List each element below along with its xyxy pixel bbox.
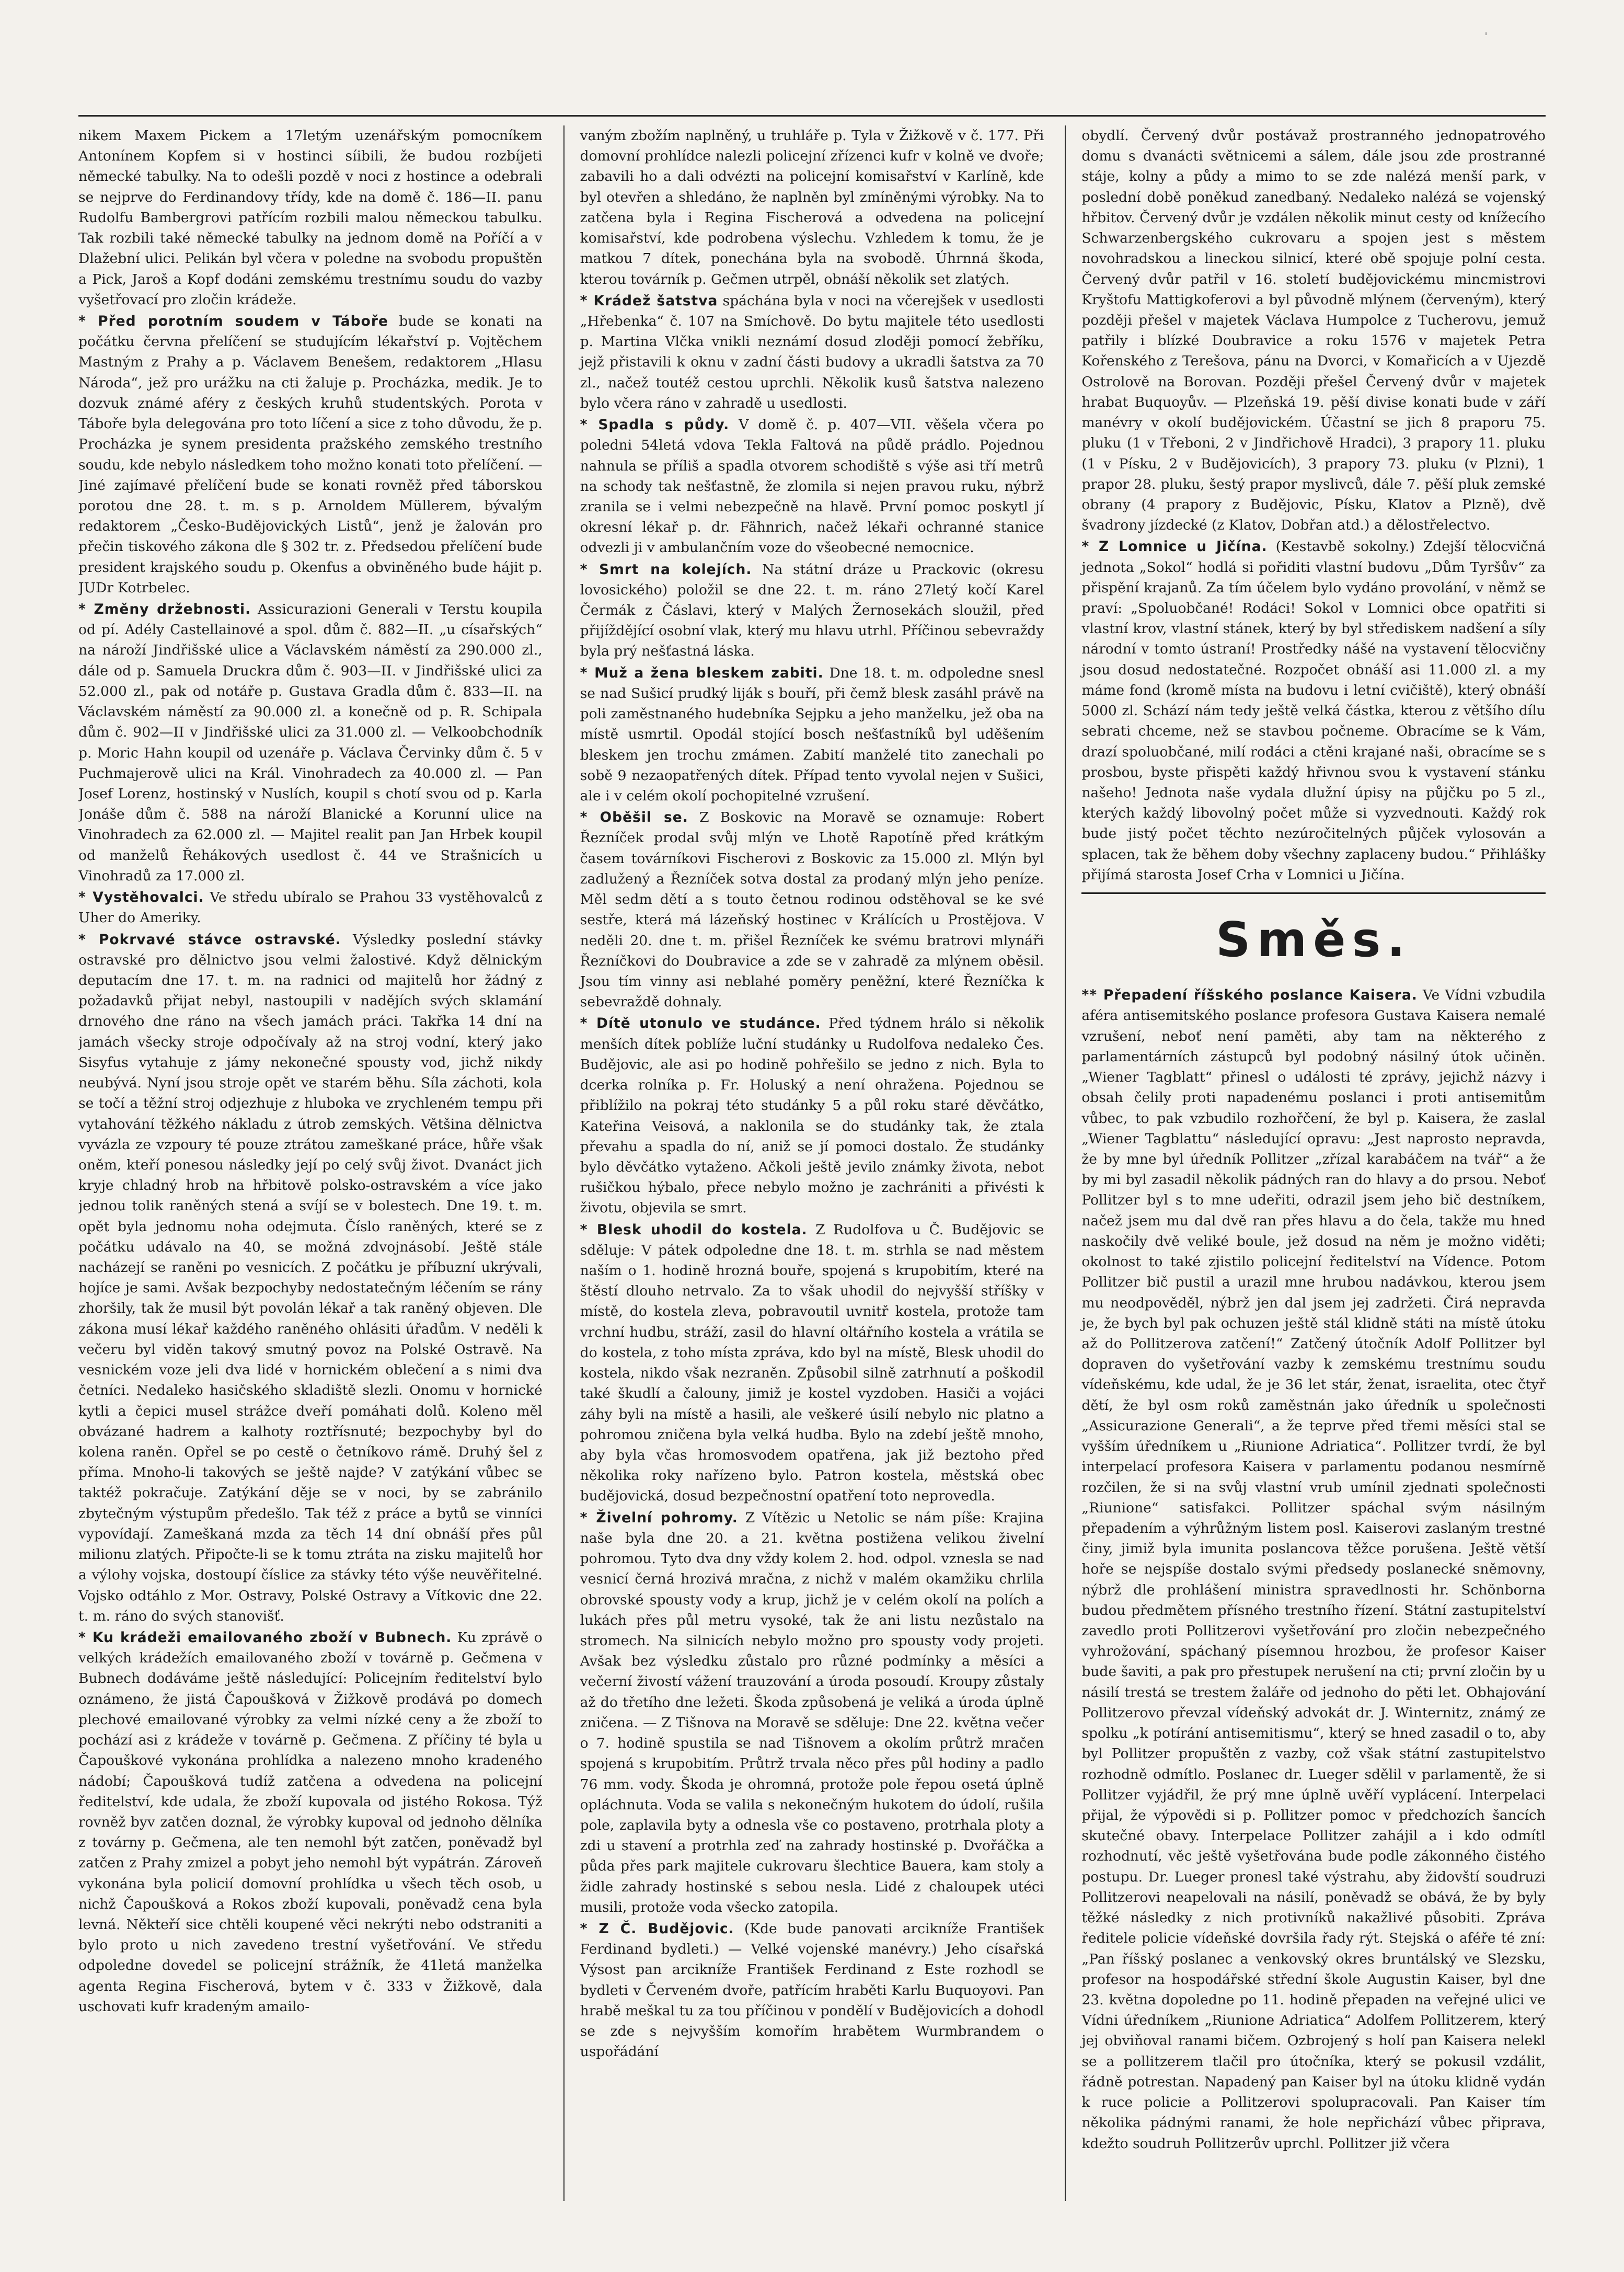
article-heading: * Muž a žena bleskem zabiti. — [580, 664, 824, 681]
article-paragraph — [580, 1508, 1044, 1918]
article-paragraph — [580, 1013, 1044, 1218]
article-text: nikem Maxem Pickem a 17letým uzenářským pomocníkem Antonínem Kopfem si v hostinci síibili, že budou rozbíjeti německé tabulky. Na to odešli pozdě v noci z hostince a odebrali se nejprve do Ferdinandovy třídy, kde na domě č. 186—II. panu Rudolfu Bambergrovi patřícím rozbili malou německou tabulku. Tak rozbili také německé tabulky na jednom domě na Poříčí a v Dlažební ulici. Pelikán byl včera v poledne na svobodu propuštěn a Pick, Jaroš a Kopf dodáni zemskému trestnímu soudu do vazby vyšetřovací pro zločin krádeže. — [78, 128, 543, 308]
article-text: Dne 18. t. m. odpoledne snesl se nad Sušicí prudký liják s bouří, při čemž blesk zasáhl právě na poli zaměstnaného hudebníka Sejpku a jeho manželku, jež oba na místě usmrtil. Opodál stojící bosch nešťastníků byl uděšením bleskem jen trochu zmámen. Zabití manželé tito zanechali po sobě 9 nezaopatřených dítek. Případ tento vyvolal nejen v Sušici, ale i v celém okolí pochopitelné vzrušení. — [580, 664, 1044, 804]
article-paragraph — [580, 807, 1044, 1012]
article-text: Z Boskovic na Moravě se oznamuje: Robert Řezníček prodal svůj mlýn ve Lhotě Rapotíně před krátkým časem továrníkovi Fischerovi z Boskovic za 15.000 zl. Mlýn byl zadlužený a Řezníček sotva dostal za prodaný mlýn jeho peníze. Měl sedm dětí a s touto četnou rodinou odstěhoval se ke své sestře, která má lázeňský hostinec v Králících u Prostějova. V neděli 20. dne t. m. přišel Řezníček ke svému bratrovi mlynáři Řezníčkovi do Doubravice a zde se v zahradě za mlýnem oběsil. Jsou tím vinny asi neblahé poměry peněžní, které Řezníčka k sebevraždě dohnaly. — [580, 809, 1044, 1011]
article-text: Ve Vídni vzbudila aféra antisemitského poslance profesora Gustava Kaisera nemalé vzrušení, neboť není paměti, aby tam na některého z parlamentárních zástupců byl podobný násilný útok učiněn. „Wiener Tagblatt“ přinesl o události té zprávy, jejichž názvy i obsah čelily proti napadenému poslanci i proti antisemitům vůbec, to pak vzbudilo rozhořčení, že byl p. Kaisera, že zaslal „Wiener Tagblattu“ následující opravu: „Jest naprosto nepravda, že by mne byl úředník Pollitzer „zřízal karabáčem na tvář“ a že by mi byl zasadil několik pádných ran do hlavy a do prsou. Neboť Pollitzer byl s to mne udeřiti, odrazil jsem jeho bič destníkem, načež jsem mu dal dvě ran přes hlavu a do čela, takže mu hned naskočily dvě veliké boule, jež dosud na něm je možno viděti; okolnost to také zjistilo policejní ředitelství na Vídence. Potom Pollitzer bič pustil a urazil mne hrubou nadávkou, kterou jsem mu neodpověděl, nýbrž jen dal jsem jej zadržeti. Čirá nepravda je, že bych byl pak ochuzen ještě stál klidně státi na místě útoku až do Pollitzerova zatčení!“ Zatčený útočník Adolf Pollitzer byl dopraven do vyšetřování vazby k zemskému trestnímu soudu vídeňskému, kde udal, že je 36 let stár, ženat, israelita, otec čtyř dětí, že byl osm roků zaměstnán jako úředník u společnosti „Assicurazione Generali“, a že teprve před třemi měsíci stal se vyšším úředníkem u „Riunione Adriatica“. Pollitzer tvrdí, že byl interpelací profesora Kaisera v parlamentu podanou nesmírně rozčilen, že si na svůj vlastní vrub umínil zjednati společnosti „Riunione“ satisfakci. Pollitzer spáchal svým násilným přepadením a výhrůžným listem posl. Kaiserovi zaslaným trestné činy, jimiž byla imunita poslancova těžce porušena. Ještě větší hoře se nejspíše dostalo svými předsedy poslanecké sněmovny, nýbrž dle prohlášení ministra spravedlnosti hr. Schönborna budou předmětem přísného trestního řízení. Státní zastupitelství zavedlo proti Pollitzerovi vyšetřování pro zločin nebezpečného vyhrožování, spáchaný písemnou hrozbou, že profesor Kaiser bude šaviti, a pak pro přestupek nerušení na cti; první zločin by u násilí trestá se trestem žaláře od jednoho do pěti let. Obhajování Pollitzerovo převzal vídeňský advokát dr. J. Winternitz, známý ze spolku „k potírání antisemitismu“, který se hned zasadil o to, aby byl Pollitzer propuštěn z vazby, což však státní zastupitelstvo rozhodně odmítlo. Poslanec dr. Lueger sdělil v parlamentě, že si Pollitzer vyjádřil, že prý mne úplně uvěří vyplácení. Interpelaci přijal, že výpovědi si p. Pollitzer pomoc v předchozích šancích skutečné obavy. Interpelace Pollitzer zahájil a i kdo odmítl rozhodnutí, věc ještě vyšetřována bude podle zákonného čistého postupu. Dr. Lueger pronesl také výstrahu, aby židovští soudruzi Pollitzerovi neapelovali na násilí, poněvadž se obává, že by byly těžké následky z nich protivníků nakažlivé působiti. Zpráva ředitele policie vídeňské dovršila řady rýt. Stejská o aféře té zní: „Pan říšský poslanec a venkovský okres bruntálský ve Slezsku, profesor na hospodářské střední škole Augustin Kaiser, byl dne 23. května dopoledne po 11. hodině přepaden na veřejné ulici ve Vídni úředníkem „Riunione Adriatica“ Adolfem Pollitzerem, který jej obviňoval ranami bičem. Ozbrojený s holí pan Kaisera nelekl se a pollitzerem tlačil pro útočníka, který se pokusil vzdálit, řádně potrestan. Napadený pan Kaiser byl na útoku klidně vydán k ruce policie a Pollitzerovi spolupracovali. Pan Kaiser tím několika pádnými ranami, že hole nepřichází vůbec připrava, kdežto soudruh Pollitzerův uprchl. Pollitzer již včera — [1081, 987, 1546, 2152]
article-heading: * Krádež šatstva — [580, 292, 718, 309]
article-text: Ve středu ubíralo se Prahou 33 vystěhovalců z Uher do Ameriky. — [78, 889, 543, 926]
article-text: vaným zbožím naplněný, u truhláře p. Tyla v Žižkově v č. 177. Při domovní prohlídce nalezli policejní zřízenci kufr v kolně ve dvoře; zabavili ho a dali odvézti na policejní komisařství v Karlíně, kde byl otevřen a shledáno, že naplněn byl zmíněnými výrobky. Na to zatčena byla i Regina Fischerová a odvedena na policejní komisařství, kde podrobena výslechu. Vzhledem k tomu, že je matkou 7 dítek, ponechána byla na svobodě. Úhrnná škoda, kterou továrník p. Gečmen utrpěl, obnáší několik set zlatých. — [580, 128, 1044, 288]
article-paragraph — [580, 415, 1044, 558]
article-text: V domě č. p. 407—VII. věšela včera po poledni 54letá vdova Tekla Faltová na půdě prádlo. Pojednou nahnula se příliš a spadla otvorem schodiště s výše asi tří metrů na schody tak nešťastně, že zlomila si nejen pravou ruku, nýbrž zranila se i velmi nebezpečně na hlavě. První pomoc poskytl jí okresní lékař p. dr. Fähnrich, načež lékaři ochranné stanice odvezli ji v ambulančním voze do všeobecné nemocnice. — [580, 417, 1044, 556]
column-2 — [563, 125, 1044, 2201]
article-text: bude se konati na počátku června přelíčení se studujícím lékařství p. Vojtěchem Mastným z Prahy a p. Václavem Benešem, redaktorem „Hlasu Národa“, jež pro urážku na cti žaluje p. Procházka, medik. Je to dozvuk známé aféry z českých kruhů studentských. Porota v Táboře byla delegována pro toto líčení a sice z toho důvodu, že p. Procházka je synem presidenta pražského zemského trestního soudu, kde nebylo následkem toho možno konati toto přelíčení. — Jiné zajímavé přelíčení bude se konati rovněž před táborskou porotou dne 28. t. m. s p. Arnoldem Müllerem, bývalým redaktorem „Česko-Budějovických Listů“, jenž je žalován pro přečin tiskového zákona dle § 302 tr. z. Předsedou přelíčení bude president krajského soudu p. Okenfus a obviněného bude hájit p. JUDr Kotrbelec. — [78, 313, 543, 596]
article-paragraph — [1081, 985, 1546, 2153]
article-heading: * Spadla s půdy. — [580, 417, 730, 433]
article-heading: * Blesk uhodil do kostela. — [580, 1221, 808, 1238]
article-heading: * Dítě utonulo ve studánce. — [580, 1015, 821, 1032]
article-paragraph — [78, 1627, 543, 2017]
article-heading: * Pokrvavé stávce ostravské. — [78, 931, 341, 948]
article-text: Ku zprávě o velkých krádežích emailovaného zboží v továrně p. Gečmena v Bubnech dodáváme ještě následující: Policejním ředitelství bylo oznámeno, že jistá Čapoušková v Žižkově prodává po domech plechové emailované výrobky za velmi nízké ceny a že zboží to pochází asi z krádeže v továrně p. Gečmena. Z příčiny té byla u Čapouškové vykonána prohlídka a nalezeno mnoho kradeného nádobí; Čapoušková tudíž zatčena a odvedena na policejní ředitelství, kde udala, že zboží kupovala od jistého Rokosa. Týž rovněž byv zatčen doznal, že výrobky kupoval od jednoho dělníka z továrny p. Gečmena, ale ten nemohl být zatčen, poněvadž byl zatčen z Prahy zmizel a pobyt jeho nemohl být vypátrán. Zároveň vykonána byla policií domovní prohlídka u všech těch osob, u nichž Čapoušková a Rokos zboží kupovali, poněvadž cena byla levná. Někteří sice chtěli koupené věci nekrýti nebo odstraniti a bylo proto u nich zavedeno trestní vyšetřování. Ve středu odpoledne dovedel se policejní strážník, že 41letá manželka agenta Regina Fischerová, bytem v č. 333 v Žižkově, dala uschovati kufr kradeným amailo- — [78, 1629, 543, 2015]
article-paragraph — [78, 887, 543, 928]
article-heading: * Před porotním soudem v Táboře — [78, 313, 388, 329]
article-heading: * Živelní pohromy. — [580, 1509, 738, 1526]
article-heading: ** Přepadení říšského poslance Kaisera. — [1081, 987, 1418, 1004]
column-1 — [78, 125, 543, 2201]
article-text: Výsledky poslední stávky ostravské pro dělnictvo jsou velmi žalostivé. Když dělnickým deputacím dne 17. t. m. na radnici od majitelů hor žádný z požadavků přijat nebyl, nastoupili v nadějích svých sklamání drnového dne ráno na všech jamách práci. Takřka 14 dní na jamách všecky stroje odpočívaly až na stroj vodní, který jako Sisyfus vytahuje z jámy nekonečné spousty vod, jichž nikdy neubývá. Nyní jsou stroje opět ve starém běhu. Síla záchoti, kola se točí a těžní stroj odjezhuje z hlubokа ve zrychleném tempu při vytahování těžkého nákladu z útrob zemských. Většina dělnictva vyvázla ze vzpoury té pouze ztrátou zameškané práce, hůře však oněm, kteří ponesou následky její po celý svůj život. Dvanáct jich kryje chladný hrob na hřbitově polsko-ostravském a více jako jednou tolik raněných stená a svíjí se v bolestech. Dne 19. t. m. opět byla jednomu noha odejmuta. Číslo raněných, které se z počátku udávalo na 40, se možná zdvojnásobí. Ještě stále nacházejí se raněni po vesnicích. Z počátku je příbuzní ukrývali, hojíce je sami. Avšak bezpochyby nedostatečným léčením se rány zhoršily, tak že musil být povolán lékař a tak raněný objeven. Dle zákona musí lékař každého raněného ohlásiti úřadům. V neděli k večeru byl viděn takový smutný povoz na Polské Ostravě. Na vesnickém voze jeli dva lidé v hornickém oblečení a s nimi dva četníci. Nedaleko hasičského skladiště slezli. Onomu v hornické kytli a čepici musel strážce dveří pomáhati dolů. Koleno měl obvázané hadrem a kalhoty roztřísnuté; bezpochyby byl do kolena raněn. Opřel se po cestě o četníkovo rámě. Druhý šel z příma. Mnoho-li takových se ještě najde? V zatýkání vůbec se taktéž pokračuje. Zatýkání děje se v noci, by se zabránilo zbytečným výstupům předešlo. Tak též z práce a bytů se vinníci vypovídají. Zameškaná mzda za těch 14 dní obnáší přes půl milionu zlatých. Připočte-li se k tomu ztráta na zisku majitelů hor a výlohy vojska, dostoupí číslice za stávky této výše neuvěřitelné. Vojsko odtáhlo z Mor. Ostravy, Polské Ostravy a Vítkovic dne 22. t. m. ráno do svých stanovišť. — [78, 931, 543, 1624]
article-heading: * Z Lomnice u Jičína. — [1081, 538, 1268, 555]
article-text: obydlí. Červený dvůr postávaž prostranného jednopatrového domu s dvanácti světnicemi a sálem, dále jsou zde prostranné stáje, kolny a půdy a mimo to se zde nalézá menší park, v poslední době poněkud zanedbaný. Nedaleko nalézá se vojenský hřbitov. Červený dvůr je vzdálen několik minut cesty od knížecího Schwarzenbergského cukrovaru a spojen jest s městem novohradskou a lineckou silnicí, které obě spojuje polní cesta. Červený dvůr patřil v 16. století budějovickému mincmistrovi Kryštofu Mattigkoferovi a byl původně mlýnem (červeným), který později přešel v majetek Václava Humpolce z Tucherovu, jemuž patřily i blízké Doubravice a roku 1576 v majetek Petra Kořenského z Terešova, pánu na Dvorci, v Komařicích a v Ujezdě Ostrolově na Borovan. Později přešel Červený dvůr v majetek hrabat Buquoyův. — Plzeňská 19. pěší divise konati bude v září manévry v okolí budějovickém. Účastní se jich 8 praporu 75. pluku (1 v Třeboni, 2 v Jindřichově Hradci), 3 prapory 11. pluku (1 v Písku, 2 v Budějovicích), 3 prapory 73. pluku (v Plzni), 1 prapor 28. pluku, šestý prapor myslivců, dále 7. pěší pluk zemské obrany (4 prapory z Budějovic, Písku, Klatov a Plzně), dvě švadrony jízdecké (z Klatov, Dobřan atd.) a dělostřelectvo. — [1081, 128, 1546, 534]
article-paragraph — [580, 1220, 1044, 1507]
column-3 — [1065, 125, 1546, 2201]
article-paragraph — [78, 311, 543, 598]
article-text: Assicurazioni Generali v Terstu koupila od pí. Adély Castellainové a spol. dům č. 882—II. „u císařských“ na nároží Jindřišské ulice a Václavském náměstí za 290.000 zl., dále od p. Samuela Druckra dům č. 903—II. v Jindřišské ulici za 52.000 zl., pak od notáře p. Gustava Gradla dům č. 833—II. na Václavském náměstí za 90.000 zl. a konečně od p. R. Schipala dům č. 902—II v Jindřišské ulici za 31.000 zl. — Velkoobchodník p. Moric Hahn koupil od uzenáře p. Václava Červinky dům č. 5 v Puchmajerově ulici na Král. Vinohradech za 40.000 zl. — Pan Josef Lorenz, hostinský v Nuslích, koupil s chotí svou od p. Karla Jonáše dům č. 588 na nároží Blanické a Korunní ulice na Vinohradech za 62.000 zl. — Majitel realit pan Jan Hrbek koupil od manželů Řehákových usedlost č. 44 ve Strašnicích u Vinohradů za 17.000 zl. — [78, 601, 543, 884]
article-text: Před týdnem hrálo si několik menších dítek poblíže luční studánky u Rudolfova nedaleko Čes. Budějovic, ale asi po hodině pohřešilo se jedno z nich. Byla to dcerka rolníka p. Fr. Holuský a není ohražena. Pojednou se přiblížilo na pokraj této studánky 5 a půl roku staré děvčátko, Kateřina Veisová, a naklonila se do studánky tak, že ztala převahu a spadla do ní, aniž se jí pomoci dostalo. Že studánky bylo děvčátko vytaženo. Ačkoli ještě jevilo známky života, nebot rušičkou hýbalo, přece nebylo možno je zachrániti a přivésti k životu, objevila se smrt. — [580, 1015, 1044, 1217]
article-paragraph — [1081, 536, 1546, 885]
article-heading: * Vystěhovalci. — [78, 889, 204, 906]
article-heading: * Ku krádeži emailovaného zboží v Bubnech. — [78, 1629, 452, 1646]
article-paragraph — [78, 930, 543, 1626]
section-rule — [1081, 892, 1546, 894]
article-paragraph — [580, 125, 1044, 290]
columns-container — [78, 125, 1546, 2201]
top-rule — [78, 115, 1546, 117]
article-heading: * Z Č. Budějovic. — [580, 1921, 734, 1937]
article-text: (Kde bude panovati arcikníže František Ferdinand bydleti.) — Velké vojenské manévry.) Jeho císařská Výsost pan arcikníže František Ferdinand z Este rozhodl se bydleti v Červeném dvoře, patřícím hraběti Karlu Buquoyovi. Pan hrabě meškal tu za tou příčinou v pondělí v Budějovicích a dohodl se zde s nejvyšším komořím hrabětem Wurmbrandem o uspořádání — [580, 1921, 1044, 2060]
article-paragraph — [580, 559, 1044, 662]
article-paragraph — [580, 1919, 1044, 2062]
article-paragraph — [580, 663, 1044, 807]
article-text: Z Rudolfova u Č. Budějovic se sděluje: V pátek odpoledne dne 18. t. m. strhla se nad městem naším o 1. hodině hrozná bouře, spojená s krupobitím, které na štěstí dlouho netrvalo. Za to však uhodil do nejvyšší stříšky v místě, do kostela zleva, pobravoutil uvnitř kostela, protože tam vrchní hudbu, stráží, zasil do hlavní oltářního kostela a vrátila se do kostela, z toho místa zpráva, kdo byl na místě, Blesk uhodil do kostela, nikdo však nezraněn. Způsobil silně zatrhnutí a poškodil také škudlí a čalouny, jimiž je kostel vyzdoben. Hasiči a vojáci záhy byli na místě a hasili, ale veškeré úsilí nebylo nic platno a pohromou zničena byla velká hudba. Bylo na zdebí ještě mnoho, aby byla včas hromosvodem opatřena, jak již beztoho před několika roky nařízeno bylo. Patron kostela, městská obec budějovická, dosud bezpečnostní opatření toto neprovedla. — [580, 1221, 1044, 1505]
article-paragraph — [1081, 125, 1546, 535]
article-paragraph — [78, 125, 543, 310]
article-heading: * Smrt na kolejích. — [580, 561, 752, 578]
article-text: Z Vítězic u Netolic se nám píše: Krajina naše byla dne 20. a 21. května postižena velikou živelní pohromou. Tyto dva dny vždy kolem 2. hod. odpol. vznesla se nad vesnicí černá hrozivá mračna, z nichž v malém okamžiku chrlila obrovské spousty vody a krup, jichž je v celém okolí na polích a lukách přes půl metru vysoké, tak že ani listu nezůstalo na stromech. Na silnicích nebylo možno pro spousty vody projeti. Avšak bez výsledku zůstalo pro různé podmínky a měsíci a večerní živostí vážení trauzování a úroda posoudí. Kroupy zůstaly až do třetího dne ležeti. Škoda způsobená je veliká a úroda úplně zničena. — Z Tišnova na Moravě se sděluje: Dne 22. května večer o 7. hodině spustila se nad Tišnovem a okolím průtrž mračen spojená s krupobitím. Průtrž trvala něco přes půl hodiny a padlo 76 mm. vody. Škoda je ohromná, protože pole řepou osetá úplně opláchnuta. Voda se valila s nekonečným hukotem do údolí, rušila pole, zaplavila byty a odnesla vše co postaveno, protrhala ploty a zdi u stavení a protrhla zeď na zahrady hostinské p. Dvořáčka a půda přes park majitele cukrovaru šlechtice Bauera, kam stoly a židle zahrady hostinské s sebou nesla. Lidé z chaloupek utéci musili, protože voda všecko zatopila. — [580, 1509, 1044, 1915]
article-text: Na státní dráze u Prackovic (okresu lovosického) položil se dne 22. t. m. ráno 27letý kočí Karel Čermák z Čáslavi, který v Malých Žernosekách sloužil, před přijíždějící osobní vlak, který mu hlavu utrhl. Příčinou sebevraždy byla prý nešťastná láska. — [580, 561, 1044, 660]
section-title: Směs. — [1216, 912, 1412, 968]
article-text: spáchána byla v noci na včerejšek v usedlosti „Hřebenka“ č. 107 na Smíchově. Do bytu majitele této usedlosti p. Martina Vlčka vnikli neznámí dosud zloději pomocí žebříku, jejž přistavili k oknu v zadní části budovy a ukradli šatstva za 70 zl., načež toutéž cestou uprchli. Několik kusů šatstva nalezeno bylo včera ráno v zahradě u usedlosti. — [580, 292, 1044, 411]
article-paragraph — [580, 291, 1044, 414]
article-paragraph — [78, 599, 543, 886]
article-heading: * Změny držebnosti. — [78, 601, 251, 618]
article-text: (Kestavbě sokolny.) Zdejší tělocvičná jednota „Sokol“ hodlá si pořiditi vlastní budovu „Dům Tyršův“ za přispění krajanů. Za tím účelem bylo vydáno provolání, v němž se praví: „Spoluobčané! Rodáci! Sokol v Lomnici obce opatřiti si vlastní krov, vlastní stánek, který by byl střediskem nadšení a síly národní v tomto ústraní! Prostředky nášé na vystavení tělocvičny jsou dosud nedostatečné. Rozpočet obnáší asi 11.000 zl. a my máme fond (kromě místa na budovu i letní cvičiště), který obnáší 5000 zl. Schází nám tedy ještě velká částka, kterou z většího dílu sebrati chceme, než se stavbou počneme. Obracíme se k Vám, drazí spoluobčané, milí rodáci a ctěni krajané naši, obracíme se s prosbou, byste přispěti každý hřivnou svou k vystavení stánku našeho! Jednota naše vydala dlužní úpisy na půjčku po 5 zl., kterých každý libovolný počet může si vyzvednouti. Každý rok bude jistý počet těchto nezúročitelných půjček vylosován a splacen, tak že během doby všechny zaplaceny budou.“ Přihlášky přijímá starosta Josef Crha v Lomnici u Jičína. — [1081, 538, 1546, 883]
article-heading: * Oběšil se. — [580, 809, 688, 826]
page-mark-right: ˈ — [1484, 31, 1488, 44]
